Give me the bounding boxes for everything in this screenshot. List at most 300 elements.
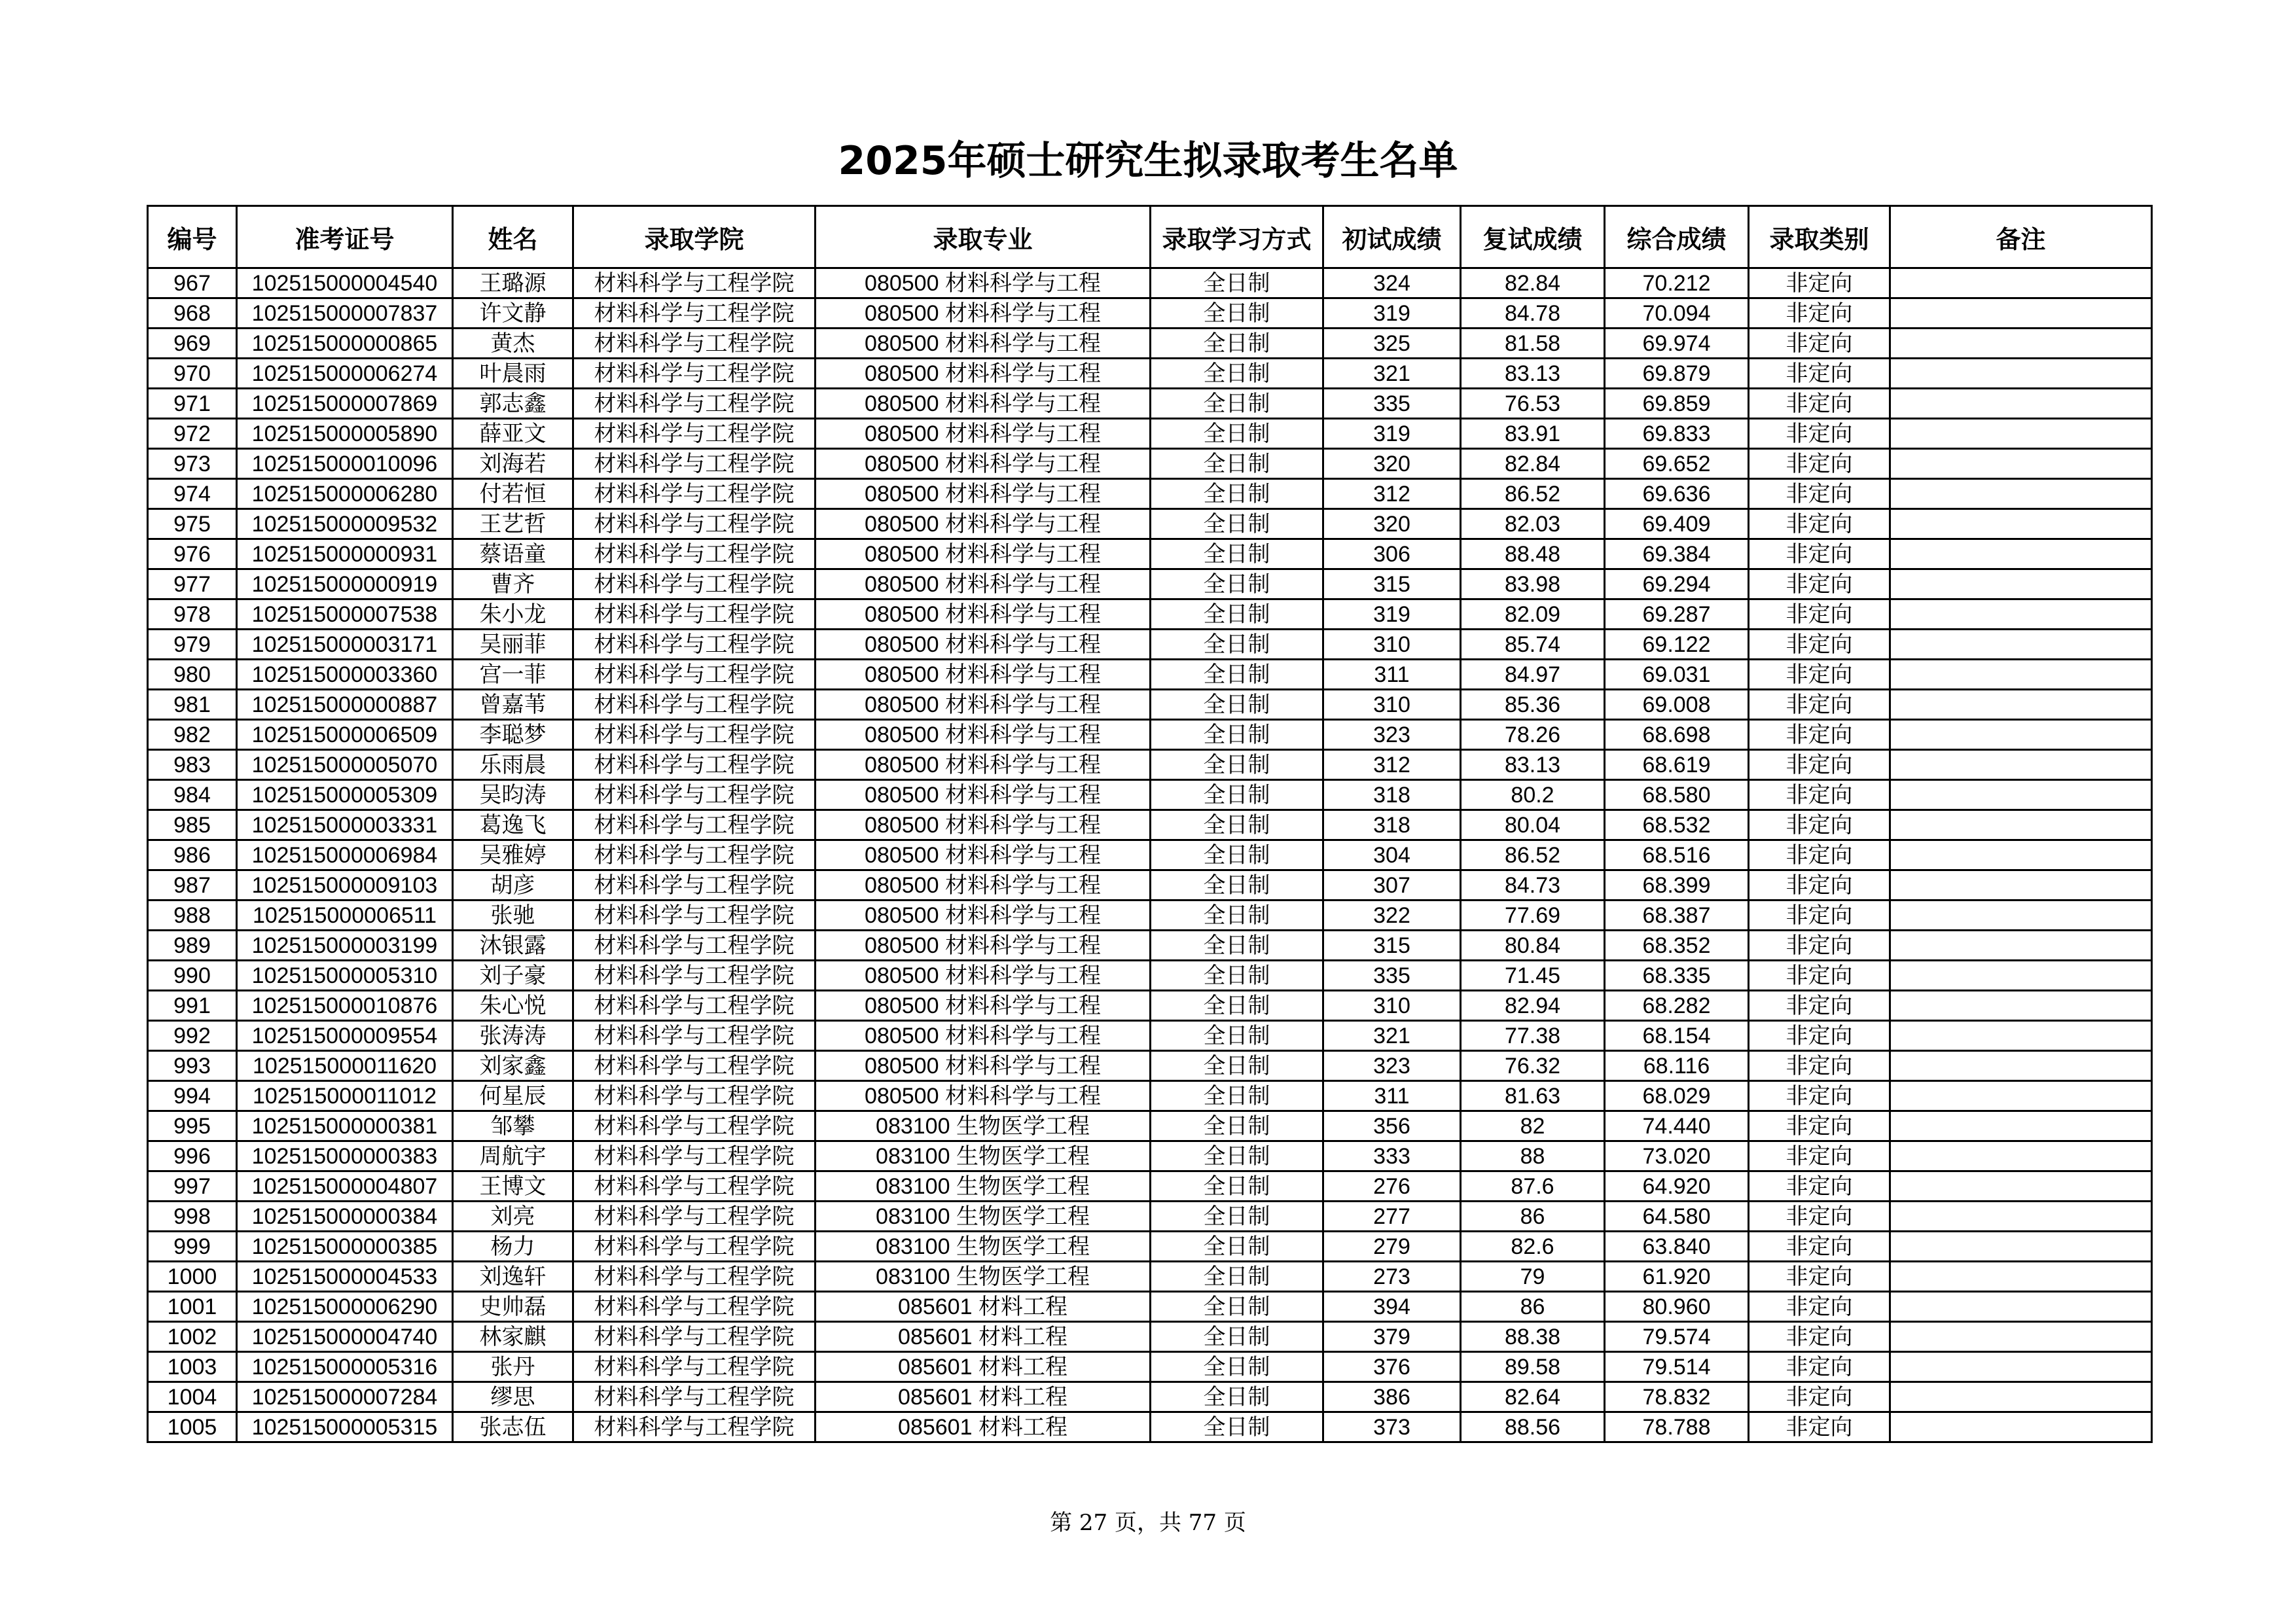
cell-admission-type: 非定向 (1749, 1322, 1890, 1352)
cell-remarks (1890, 1232, 2152, 1262)
cell-initial-score: 320 (1323, 509, 1461, 539)
cell-major: 080500 材料科学与工程 (816, 509, 1151, 539)
table-row (148, 389, 2152, 419)
cell-total-score: 78.832 (1605, 1382, 1749, 1412)
cell-initial-score: 304 (1323, 840, 1461, 870)
cell-major: 083100 生物医学工程 (816, 1202, 1151, 1232)
cell-study-mode: 全日制 (1151, 1111, 1323, 1141)
table-row (148, 1021, 2152, 1051)
table-row (148, 840, 2152, 870)
cell-no: 981 (148, 690, 237, 720)
cell-college: 材料科学与工程学院 (573, 810, 816, 840)
cell-college: 材料科学与工程学院 (573, 449, 816, 479)
admission-table (147, 205, 2153, 1443)
cell-exam-id: 102515000006511 (237, 901, 453, 931)
cell-exam-id: 102515000006290 (237, 1292, 453, 1322)
cell-college: 材料科学与工程学院 (573, 1412, 816, 1442)
cell-study-mode: 全日制 (1151, 1141, 1323, 1171)
cell-retest-score: 76.32 (1461, 1051, 1605, 1081)
cell-college: 材料科学与工程学院 (573, 1382, 816, 1412)
header-major: 录取专业 (816, 206, 1151, 268)
table-row (148, 1262, 2152, 1292)
cell-initial-score: 319 (1323, 298, 1461, 329)
cell-study-mode: 全日制 (1151, 690, 1323, 720)
cell-total-score: 69.879 (1605, 359, 1749, 389)
cell-admission-type: 非定向 (1749, 1352, 1890, 1382)
cell-retest-score: 82.84 (1461, 268, 1605, 298)
cell-initial-score: 379 (1323, 1322, 1461, 1352)
cell-admission-type: 非定向 (1749, 1081, 1890, 1111)
cell-total-score: 79.514 (1605, 1352, 1749, 1382)
cell-total-score: 80.960 (1605, 1292, 1749, 1322)
cell-admission-type: 非定向 (1749, 599, 1890, 630)
cell-college: 材料科学与工程学院 (573, 1051, 816, 1081)
cell-study-mode: 全日制 (1151, 1262, 1323, 1292)
cell-college: 材料科学与工程学院 (573, 479, 816, 509)
cell-exam-id: 102515000003171 (237, 630, 453, 660)
cell-college: 材料科学与工程学院 (573, 991, 816, 1021)
cell-total-score: 69.636 (1605, 479, 1749, 509)
cell-college: 材料科学与工程学院 (573, 1202, 816, 1232)
cell-study-mode: 全日制 (1151, 1412, 1323, 1442)
cell-exam-id: 102515000005316 (237, 1352, 453, 1382)
cell-remarks (1890, 901, 2152, 931)
cell-retest-score: 85.74 (1461, 630, 1605, 660)
cell-remarks (1890, 931, 2152, 961)
cell-remarks (1890, 419, 2152, 449)
cell-total-score: 61.920 (1605, 1262, 1749, 1292)
table-row (148, 419, 2152, 449)
cell-no: 974 (148, 479, 237, 509)
cell-total-score: 70.212 (1605, 268, 1749, 298)
cell-study-mode: 全日制 (1151, 720, 1323, 750)
cell-exam-id: 102515000004807 (237, 1171, 453, 1202)
cell-remarks (1890, 991, 2152, 1021)
cell-study-mode: 全日制 (1151, 268, 1323, 298)
cell-study-mode: 全日制 (1151, 298, 1323, 329)
cell-exam-id: 102515000000383 (237, 1141, 453, 1171)
cell-study-mode: 全日制 (1151, 539, 1323, 569)
table-row (148, 1141, 2152, 1171)
cell-admission-type: 非定向 (1749, 780, 1890, 810)
cell-name: 许文静 (453, 298, 573, 329)
cell-total-score: 69.287 (1605, 599, 1749, 630)
table-row (148, 1111, 2152, 1141)
cell-initial-score: 322 (1323, 901, 1461, 931)
cell-exam-id: 102515000007837 (237, 298, 453, 329)
cell-college: 材料科学与工程学院 (573, 901, 816, 931)
cell-major: 080500 材料科学与工程 (816, 389, 1151, 419)
cell-total-score: 70.094 (1605, 298, 1749, 329)
cell-no: 1003 (148, 1352, 237, 1382)
cell-initial-score: 306 (1323, 539, 1461, 569)
cell-total-score: 68.698 (1605, 720, 1749, 750)
cell-major: 080500 材料科学与工程 (816, 780, 1151, 810)
cell-total-score: 68.580 (1605, 780, 1749, 810)
cell-remarks (1890, 1322, 2152, 1352)
table-row (148, 1051, 2152, 1081)
header-study-mode: 录取学习方式 (1151, 206, 1323, 268)
cell-name: 刘逸轩 (453, 1262, 573, 1292)
cell-total-score: 69.008 (1605, 690, 1749, 720)
cell-name: 张丹 (453, 1352, 573, 1382)
cell-total-score: 68.282 (1605, 991, 1749, 1021)
cell-initial-score: 321 (1323, 1021, 1461, 1051)
cell-admission-type: 非定向 (1749, 1262, 1890, 1292)
table-row (148, 810, 2152, 840)
cell-retest-score: 82.09 (1461, 599, 1605, 630)
cell-study-mode: 全日制 (1151, 419, 1323, 449)
cell-exam-id: 102515000003199 (237, 931, 453, 961)
cell-major: 080500 材料科学与工程 (816, 810, 1151, 840)
cell-admission-type: 非定向 (1749, 810, 1890, 840)
cell-no: 975 (148, 509, 237, 539)
cell-retest-score: 81.58 (1461, 329, 1605, 359)
cell-exam-id: 102515000007869 (237, 389, 453, 419)
cell-major: 080500 材料科学与工程 (816, 660, 1151, 690)
header-admission-type: 录取类别 (1749, 206, 1890, 268)
table-row (148, 599, 2152, 630)
table-row (148, 1352, 2152, 1382)
cell-total-score: 68.516 (1605, 840, 1749, 870)
cell-no: 978 (148, 599, 237, 630)
cell-initial-score: 311 (1323, 660, 1461, 690)
cell-retest-score: 80.2 (1461, 780, 1605, 810)
cell-retest-score: 77.38 (1461, 1021, 1605, 1051)
table-row (148, 1322, 2152, 1352)
cell-total-score: 68.399 (1605, 870, 1749, 901)
cell-initial-score: 276 (1323, 1171, 1461, 1202)
cell-admission-type: 非定向 (1749, 569, 1890, 599)
cell-college: 材料科学与工程学院 (573, 630, 816, 660)
cell-major: 080500 材料科学与工程 (816, 298, 1151, 329)
cell-total-score: 68.352 (1605, 931, 1749, 961)
cell-exam-id: 102515000005315 (237, 1412, 453, 1442)
cell-study-mode: 全日制 (1151, 389, 1323, 419)
cell-initial-score: 320 (1323, 449, 1461, 479)
cell-name: 李聪梦 (453, 720, 573, 750)
cell-no: 991 (148, 991, 237, 1021)
cell-total-score: 69.859 (1605, 389, 1749, 419)
cell-remarks (1890, 298, 2152, 329)
cell-study-mode: 全日制 (1151, 1051, 1323, 1081)
cell-no: 998 (148, 1202, 237, 1232)
cell-exam-id: 102515000004540 (237, 268, 453, 298)
cell-college: 材料科学与工程学院 (573, 599, 816, 630)
cell-major: 085601 材料工程 (816, 1292, 1151, 1322)
cell-exam-id: 102515000006280 (237, 479, 453, 509)
cell-no: 985 (148, 810, 237, 840)
cell-initial-score: 333 (1323, 1141, 1461, 1171)
cell-major: 080500 材料科学与工程 (816, 991, 1151, 1021)
cell-college: 材料科学与工程学院 (573, 1322, 816, 1352)
cell-total-score: 68.335 (1605, 961, 1749, 991)
table-row (148, 690, 2152, 720)
cell-college: 材料科学与工程学院 (573, 1262, 816, 1292)
cell-total-score: 73.020 (1605, 1141, 1749, 1171)
cell-remarks (1890, 1262, 2152, 1292)
cell-college: 材料科学与工程学院 (573, 509, 816, 539)
cell-initial-score: 356 (1323, 1111, 1461, 1141)
cell-no: 979 (148, 630, 237, 660)
cell-exam-id: 102515000009103 (237, 870, 453, 901)
cell-no: 995 (148, 1111, 237, 1141)
cell-major: 080500 材料科学与工程 (816, 630, 1151, 660)
header-exam-id: 准考证号 (237, 206, 453, 268)
table-body (148, 268, 2152, 1442)
cell-admission-type: 非定向 (1749, 870, 1890, 901)
cell-remarks (1890, 720, 2152, 750)
cell-admission-type: 非定向 (1749, 1202, 1890, 1232)
cell-retest-score: 81.63 (1461, 1081, 1605, 1111)
cell-remarks (1890, 840, 2152, 870)
cell-exam-id: 102515000007538 (237, 599, 453, 630)
cell-major: 080500 材料科学与工程 (816, 359, 1151, 389)
cell-initial-score: 273 (1323, 1262, 1461, 1292)
cell-initial-score: 315 (1323, 569, 1461, 599)
cell-name: 付若恒 (453, 479, 573, 509)
cell-remarks (1890, 539, 2152, 569)
cell-major: 080500 材料科学与工程 (816, 1021, 1151, 1051)
cell-study-mode: 全日制 (1151, 901, 1323, 931)
cell-name: 蔡语童 (453, 539, 573, 569)
cell-name: 叶晨雨 (453, 359, 573, 389)
cell-major: 085601 材料工程 (816, 1382, 1151, 1412)
cell-no: 999 (148, 1232, 237, 1262)
cell-initial-score: 335 (1323, 961, 1461, 991)
cell-major: 083100 生物医学工程 (816, 1232, 1151, 1262)
cell-remarks (1890, 268, 2152, 298)
cell-no: 970 (148, 359, 237, 389)
cell-name: 朱小龙 (453, 599, 573, 630)
cell-exam-id: 102515000007284 (237, 1382, 453, 1412)
cell-retest-score: 77.69 (1461, 901, 1605, 931)
cell-major: 083100 生物医学工程 (816, 1262, 1151, 1292)
cell-exam-id: 102515000011012 (237, 1081, 453, 1111)
cell-admission-type: 非定向 (1749, 268, 1890, 298)
cell-study-mode: 全日制 (1151, 329, 1323, 359)
table-row (148, 329, 2152, 359)
cell-remarks (1890, 329, 2152, 359)
cell-study-mode: 全日制 (1151, 1021, 1323, 1051)
cell-no: 968 (148, 298, 237, 329)
cell-retest-score: 82 (1461, 1111, 1605, 1141)
cell-remarks (1890, 810, 2152, 840)
cell-exam-id: 102515000006984 (237, 840, 453, 870)
cell-study-mode: 全日制 (1151, 1352, 1323, 1382)
cell-name: 杨力 (453, 1232, 573, 1262)
cell-total-score: 78.788 (1605, 1412, 1749, 1442)
cell-study-mode: 全日制 (1151, 1382, 1323, 1412)
cell-college: 材料科学与工程学院 (573, 1232, 816, 1262)
cell-retest-score: 76.53 (1461, 389, 1605, 419)
cell-name: 刘家鑫 (453, 1051, 573, 1081)
cell-initial-score: 319 (1323, 419, 1461, 449)
cell-study-mode: 全日制 (1151, 630, 1323, 660)
cell-study-mode: 全日制 (1151, 509, 1323, 539)
cell-study-mode: 全日制 (1151, 1232, 1323, 1262)
cell-admission-type: 非定向 (1749, 1171, 1890, 1202)
cell-study-mode: 全日制 (1151, 449, 1323, 479)
cell-remarks (1890, 1141, 2152, 1171)
cell-exam-id: 102515000010876 (237, 991, 453, 1021)
cell-college: 材料科学与工程学院 (573, 539, 816, 569)
cell-remarks (1890, 449, 2152, 479)
cell-admission-type: 非定向 (1749, 690, 1890, 720)
cell-exam-id: 102515000005070 (237, 750, 453, 780)
cell-no: 982 (148, 720, 237, 750)
cell-initial-score: 373 (1323, 1412, 1461, 1442)
cell-initial-score: 376 (1323, 1352, 1461, 1382)
cell-name: 何星辰 (453, 1081, 573, 1111)
cell-name: 刘亮 (453, 1202, 573, 1232)
cell-no: 969 (148, 329, 237, 359)
cell-college: 材料科学与工程学院 (573, 1111, 816, 1141)
table-row (148, 901, 2152, 931)
cell-exam-id: 102515000006274 (237, 359, 453, 389)
cell-no: 983 (148, 750, 237, 780)
cell-remarks (1890, 1352, 2152, 1382)
header-total-score: 综合成绩 (1605, 206, 1749, 268)
cell-major: 085601 材料工程 (816, 1322, 1151, 1352)
cell-exam-id: 102515000003331 (237, 810, 453, 840)
cell-no: 971 (148, 389, 237, 419)
cell-no: 972 (148, 419, 237, 449)
cell-college: 材料科学与工程学院 (573, 1171, 816, 1202)
cell-admission-type: 非定向 (1749, 1382, 1890, 1412)
cell-admission-type: 非定向 (1749, 479, 1890, 509)
cell-admission-type: 非定向 (1749, 630, 1890, 660)
cell-name: 薛亚文 (453, 419, 573, 449)
table-row (148, 961, 2152, 991)
cell-retest-score: 82.03 (1461, 509, 1605, 539)
cell-major: 083100 生物医学工程 (816, 1171, 1151, 1202)
table-row (148, 298, 2152, 329)
cell-retest-score: 84.73 (1461, 870, 1605, 901)
cell-retest-score: 84.78 (1461, 298, 1605, 329)
cell-study-mode: 全日制 (1151, 1081, 1323, 1111)
cell-college: 材料科学与工程学院 (573, 660, 816, 690)
cell-major: 083100 生物医学工程 (816, 1141, 1151, 1171)
cell-name: 葛逸飞 (453, 810, 573, 840)
cell-admission-type: 非定向 (1749, 660, 1890, 690)
cell-retest-score: 82.6 (1461, 1232, 1605, 1262)
table-row (148, 569, 2152, 599)
cell-total-score: 74.440 (1605, 1111, 1749, 1141)
cell-exam-id: 102515000000381 (237, 1111, 453, 1141)
cell-major: 080500 材料科学与工程 (816, 539, 1151, 569)
cell-initial-score: 310 (1323, 690, 1461, 720)
cell-major: 080500 材料科学与工程 (816, 840, 1151, 870)
cell-exam-id: 102515000000887 (237, 690, 453, 720)
cell-total-score: 68.154 (1605, 1021, 1749, 1051)
cell-name: 沐银露 (453, 931, 573, 961)
cell-exam-id: 102515000000865 (237, 329, 453, 359)
cell-initial-score: 318 (1323, 810, 1461, 840)
cell-name: 曾嘉苇 (453, 690, 573, 720)
cell-college: 材料科学与工程学院 (573, 1292, 816, 1322)
cell-name: 吴昀涛 (453, 780, 573, 810)
header-initial-score: 初试成绩 (1323, 206, 1461, 268)
cell-exam-id: 102515000000385 (237, 1232, 453, 1262)
cell-admission-type: 非定向 (1749, 1021, 1890, 1051)
table-row (148, 1412, 2152, 1442)
cell-study-mode: 全日制 (1151, 931, 1323, 961)
cell-no: 989 (148, 931, 237, 961)
table-row (148, 1081, 2152, 1111)
table-row (148, 1382, 2152, 1412)
cell-no: 988 (148, 901, 237, 931)
cell-no: 967 (148, 268, 237, 298)
cell-name: 刘子豪 (453, 961, 573, 991)
table-row (148, 720, 2152, 750)
cell-retest-score: 83.91 (1461, 419, 1605, 449)
table-header-row (148, 206, 2152, 268)
cell-college: 材料科学与工程学院 (573, 750, 816, 780)
cell-major: 080500 材料科学与工程 (816, 599, 1151, 630)
cell-no: 1001 (148, 1292, 237, 1322)
cell-retest-score: 88.56 (1461, 1412, 1605, 1442)
cell-college: 材料科学与工程学院 (573, 419, 816, 449)
table-row (148, 1171, 2152, 1202)
cell-exam-id: 102515000000931 (237, 539, 453, 569)
cell-retest-score: 82.94 (1461, 991, 1605, 1021)
cell-retest-score: 86.52 (1461, 479, 1605, 509)
cell-retest-score: 83.98 (1461, 569, 1605, 599)
cell-study-mode: 全日制 (1151, 840, 1323, 870)
cell-remarks (1890, 750, 2152, 780)
table-row (148, 750, 2152, 780)
cell-college: 材料科学与工程学院 (573, 359, 816, 389)
cell-initial-score: 307 (1323, 870, 1461, 901)
cell-study-mode: 全日制 (1151, 1292, 1323, 1322)
cell-remarks (1890, 961, 2152, 991)
table-row (148, 630, 2152, 660)
cell-total-score: 69.294 (1605, 569, 1749, 599)
cell-college: 材料科学与工程学院 (573, 569, 816, 599)
cell-admission-type: 非定向 (1749, 1051, 1890, 1081)
cell-retest-score: 80.84 (1461, 931, 1605, 961)
cell-name: 张志伍 (453, 1412, 573, 1442)
cell-college: 材料科学与工程学院 (573, 1021, 816, 1051)
cell-major: 080500 材料科学与工程 (816, 961, 1151, 991)
cell-remarks (1890, 660, 2152, 690)
cell-name: 朱心悦 (453, 991, 573, 1021)
cell-total-score: 69.122 (1605, 630, 1749, 660)
cell-retest-score: 80.04 (1461, 810, 1605, 840)
cell-remarks (1890, 1382, 2152, 1412)
cell-exam-id: 102515000003360 (237, 660, 453, 690)
cell-major: 080500 材料科学与工程 (816, 690, 1151, 720)
cell-remarks (1890, 1292, 2152, 1322)
cell-admission-type: 非定向 (1749, 991, 1890, 1021)
cell-total-score: 68.387 (1605, 901, 1749, 931)
table-row (148, 1292, 2152, 1322)
cell-initial-score: 310 (1323, 630, 1461, 660)
cell-total-score: 64.920 (1605, 1171, 1749, 1202)
cell-name: 王博文 (453, 1171, 573, 1202)
cell-study-mode: 全日制 (1151, 1322, 1323, 1352)
cell-college: 材料科学与工程学院 (573, 389, 816, 419)
page-title: 2025年硕士研究生拟录取考生名单 (838, 138, 1458, 184)
cell-major: 080500 材料科学与工程 (816, 1081, 1151, 1111)
cell-exam-id: 102515000004533 (237, 1262, 453, 1292)
header-no: 编号 (148, 206, 237, 268)
cell-college: 材料科学与工程学院 (573, 931, 816, 961)
cell-remarks (1890, 599, 2152, 630)
cell-name: 吴丽菲 (453, 630, 573, 660)
cell-major: 080500 材料科学与工程 (816, 329, 1151, 359)
